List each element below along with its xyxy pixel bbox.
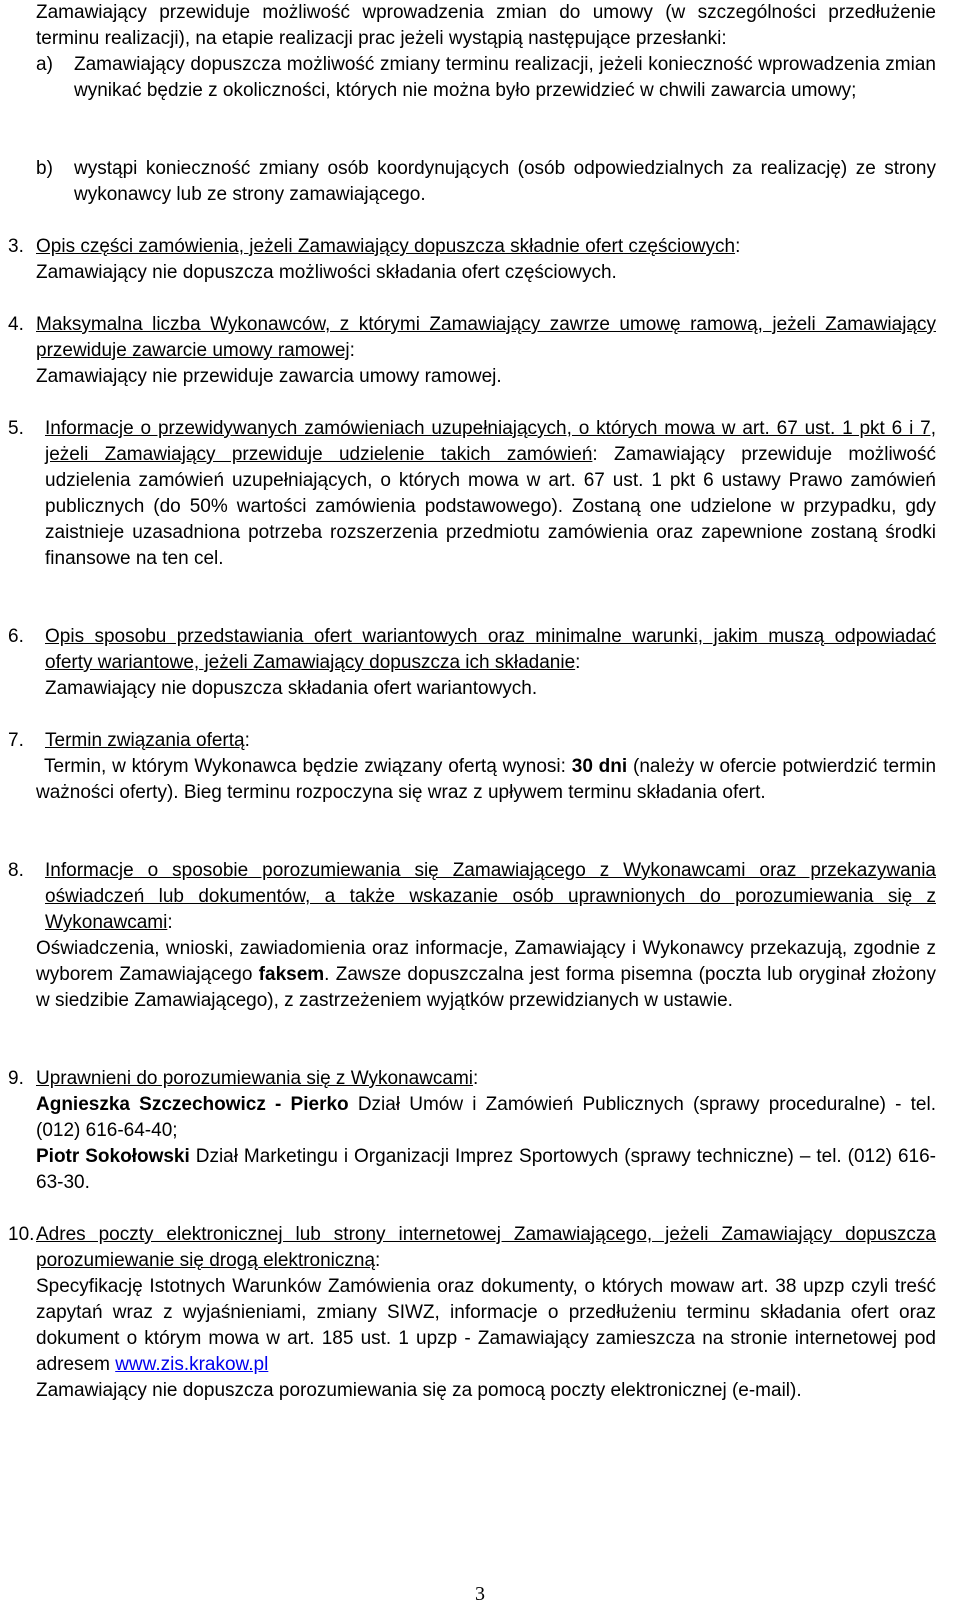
section-8-body [36,936,936,1014]
intro-paragraph: Zamawiający przewiduje możliwość wprowadzenia zmian do umowy (w szczególności przedłużenie terminu realizacji), na etapie realizacji prac jeżeli wystąpią następujące przesłanki: [36,2,936,49]
website-link[interactable]: www.zis.krakow.pl [115,1354,269,1375]
section-7-body-a: Termin, w którym Wykonawca będzie związany ofertą wynosi: [44,756,572,777]
section-4-colon: : [349,340,355,361]
section-9-colon: : [473,1068,479,1089]
section-4-body: Zamawiający nie przewiduje zawarcia umowy ramowej. [36,366,502,387]
page-number: 3 [475,1583,485,1605]
section-6-body: Zamawiający nie dopuszcza składania ofert wariantowych. [45,678,538,699]
section-4-number: 4. [8,314,24,335]
section-7-days: 30 dni [571,756,628,777]
section-6-colon: : [575,652,581,673]
section-10-number: 10. [8,1224,35,1245]
contact-1-details: Dział Umów i Zamówień Publicznych (sprawy proceduralne) - tel. (012) 616-64-40; [36,1094,936,1141]
contact-2-details: Dział Marketingu i Organizacji Imprez Sportowych (sprawy techniczne) – tel. (012) 616-63-30. [36,1146,936,1193]
section-10 [36,1222,936,1404]
section-7-colon: : [244,730,250,751]
contact-2-name: Piotr Sokołowski [36,1146,190,1167]
section-9 [36,1066,936,1196]
item-b-label: b) [36,158,53,179]
item-a-label: a) [36,54,53,75]
section-4 [36,312,936,390]
section-9-heading: Uprawnieni do porozumiewania się z Wykonawcami [36,1068,474,1089]
section-5-heading: Informacje o przewidywanych zamówieniach uzupełniających, o których mowa w art. 67 ust. 1 pkt 6 i 7, jeżeli Zamawiający przewiduje udzielenie takich zamówień [45,418,936,465]
section-7-heading: Termin związania ofertą [45,730,245,751]
section-8-heading-block [45,858,936,936]
section-5-number: 5. [8,418,24,439]
section-6-heading: Opis sposobu przedstawiania ofert wariantowych oraz minimalne warunki, jakim muszą odpowiadać oferty wariantowe, jeżeli Zamawiający dopuszcza ich składanie [45,626,936,673]
section-6 [45,624,936,702]
section-3-heading: Opis części zamówienia, jeżeli Zamawiający dopuszcza składnie ofert częściowych [36,236,736,257]
section-8-colon: : [167,912,173,933]
item-b-text: wystąpi konieczność zmiany osób koordynujących (osób odpowiedzialnych za realizację) ze strony wykonawcy lub ze strony zamawiającego. [74,158,936,205]
section-5 [45,416,936,572]
section-7-body [36,754,936,806]
section-3-number: 3. [8,236,24,257]
section-3 [36,234,936,286]
section-10-body-a: Specyfikację Istotnych Warunków Zamówienia oraz dokumenty, o których mowaw art. 38 upzp czyli treść zapytań wraz z wyjaśnieniami, zmiany SIWZ, informacje o przedłużeniu terminu składania ofert oraz dokument o którym mowa w art. 185 ust. 1 upzp - Zamawiający zamieszcza na stronie internetowej pod adresem [36,1276,936,1375]
section-8-body-a: Oświadczenia, wnioski, zawiadomienia oraz informacje, Zamawiający i Wykonawcy przekazują, zgodnie z wyborem Zamawiającego [36,938,936,985]
section-7-heading-line [45,728,936,754]
section-10-heading: Adres poczty elektronicznej lub strony internetowej Zamawiającego, jeżeli Zamawiający dopuszcza porozumiewanie się drogą elektroniczną [36,1224,936,1271]
section-8-heading: Informacje o sposobie porozumiewania się Zamawiającego z Wykonawcami oraz przekazywania oświadczeń lub dokumentów, a także wskazanie osób uprawnionych do porozumiewania się z Wykonawcami [45,860,936,933]
section-4-heading: Maksymalna liczba Wykonawców, z którymi Zamawiający zawrze umowę ramową, jeżeli Zamawiający przewiduje zawarcie umowy ramowej [36,314,936,361]
section-8-number: 8. [8,860,24,881]
section-3-colon: : [735,236,741,257]
section-9-number: 9. [8,1068,24,1089]
section-8-body-b: . Zawsze dopuszczalna jest forma pisemna (poczta lub oryginał złożony w siedzibie Zamawiającego), z zastrzeżeniem wyjątków przewidzianych w ustawie. [36,964,937,1011]
section-3-body: Zamawiający nie dopuszcza możliwości składania ofert częściowych. [36,262,617,283]
section-10-colon: : [375,1250,381,1271]
section-5-colon: : [592,444,598,465]
section-7-body-b: (należy w ofercie potwierdzić termin ważności oferty). Bieg terminu rozpoczyna się wraz z upływem terminu składania ofert. [36,756,937,803]
section-8-fax: faksem [258,964,325,985]
section-6-number: 6. [8,626,24,647]
section-5-body: Zamawiający przewiduje możliwość udzielenia zamówień uzupełniających, o których mowa w art. 67 ust. 1 pkt 6 ustawy Prawo zamówień publicznych (do 50% wartości zamówienia podstawowego). Zostaną one udzielone w przypadku, gdy zaistnieje uzasadniona potrzeba rozszerzenia przedmiotu zamówienia oraz zapewnione zostaną środki finansowe na ten cel. [45,444,936,569]
section-10-body-b: Zamawiający nie dopuszcza porozumiewania się za pomocą poczty elektronicznej (e-mail). [36,1380,802,1401]
contact-1-name: Agnieszka Szczechowicz - Pierko [36,1094,349,1115]
item-a-text: Zamawiający dopuszcza możliwość zmiany terminu realizacji, jeżeli konieczność wprowadzenia zmian wynikać będzie z okoliczności, których nie można było przewidzieć w chwili zawarcia umowy; [74,54,936,101]
section-7-number: 7. [8,730,24,751]
